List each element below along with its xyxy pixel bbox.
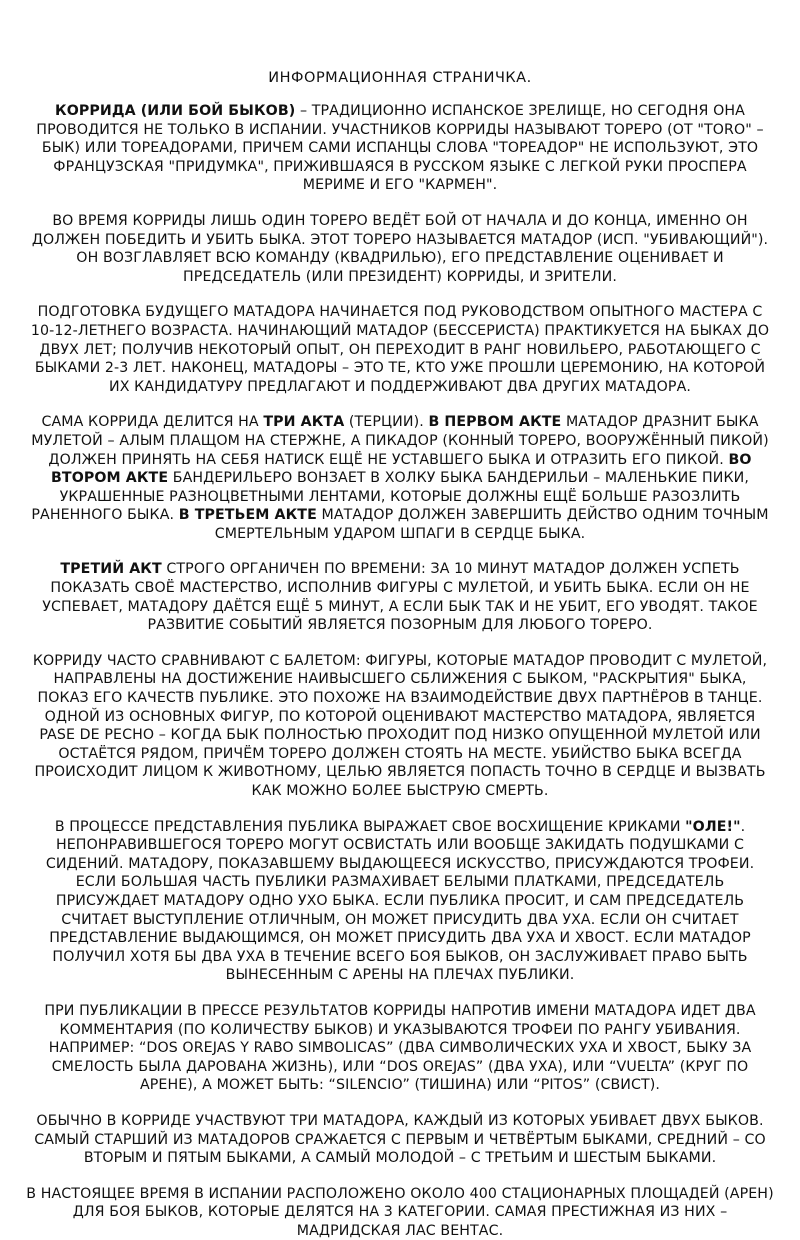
paragraph [26, 413, 774, 543]
bold-term: ТРЕТИЙ АКТ [60, 561, 162, 578]
paragraph [26, 303, 774, 396]
text-run: (ТЕРЦИИ). [344, 414, 429, 431]
text-run: ВО ВРЕМЯ КОРРИДЫ ЛИШЬ ОДИН ТОРЕРО ВЕДЁТ БОЙ ОТ НАЧАЛА И ДО КОНЦА, ИМЕННО ОН ДОЛЖЕН ПОБЕДИТЬ И УБИТЬ БЫКА. ЭТОТ ТОРЕРО НАЗЫВАЕТСЯ МАТАДОР (ИСП. "УБИВАЮЩИЙ"). ОН ВОЗГЛАВЛЯЕТ ВСЮ КОМАНДУ (КВАДРИЛЬЮ), ЕГО ПРЕДСТАВЛЕНИЕ ОЦЕНИВАЕТ И ПРЕДСЕДАТЕЛЬ (ИЛИ ПРЕЗИДЕНТ) КОРРИДЫ, И ЗРИТЕЛИ. [31, 212, 769, 285]
paragraph [26, 102, 774, 195]
text-run: – ТРАДИЦИОННО ИСПАНСКОЕ ЗРЕЛИЩЕ, НО СЕГОДНЯ ОНА ПРОВОДИТСЯ НЕ ТОЛЬКО В ИСПАНИИ. УЧАСТНИКОВ КОРРИДЫ НАЗЫВАЮТ ТОРЕРО (ОТ "TORO" – БЫК) ИЛИ ТОРЕАДОРАМИ, ПРИЧЕМ САМИ ИСПАНЦЫ СЛОВА "ТОРЕАДОР" НЕ ИСПОЛЬЗУЮТ, ЭТО ФРАНЦУЗСКАЯ "ПРИДУМКА", ПРИЖИВШАЯСЯ В РУССКОМ ЯЗЫКЕ С ЛЕГКОЙ РУКИ ПРОСПЕРА МЕРИМЕ И ЕГО "КАРМЕН". [36, 103, 764, 194]
article-body [26, 102, 774, 1240]
text-run: СТРОГО ОРГАНИЧЕН ПО ВРЕМЕНИ: ЗА 10 МИНУТ МАТАДОР ДОЛЖЕН УСПЕТЬ ПОКАЗАТЬ СВОЁ МАСТЕРСТВО, ИСПОЛНИВ ФИГУРЫ С МУЛЕТОЙ, И УБИТЬ БЫКА. ЕСЛИ ОН НЕ УСПЕВАЕТ, МАТАДОРУ ДАЁТСЯ ЕЩЁ 5 МИНУТ, А ЕСЛИ БЫК ТАК И НЕ УБИТ, ЕГО УВОДЯТ. ТАКОЕ РАЗВИТИЕ СОБЫТИЙ ЯВЛЯЕТСЯ ПОЗОРНЫМ ДЛЯ ЛЮБОГО ТОРЕРО. [42, 561, 758, 634]
text-run: БАНДЕРИЛЬЕРО ВОНЗАЕТ В ХОЛКУ БЫКА БАНДЕРИЛЬИ – МАЛЕНЬКИЕ ПИКИ, УКРАШЕННЫЕ РАЗНОЦВЕТНЫМИ ЛЕНТАМИ, КОТОРЫЕ ДОЛЖНЫ ЕЩЁ БОЛЬШЕ РАЗОЗЛИТЬ РАНЕННОГО БЫКА. [31, 470, 749, 524]
paragraph [26, 652, 774, 801]
bold-term: В ТРЕТЬЕМ АКТЕ [178, 507, 317, 524]
text-run: КОРРИДУ ЧАСТО СРАВНИВАЮТ С БАЛЕТОМ: ФИГУРЫ, КОТОРЫЕ МАТАДОР ПРОВОДИТ С МУЛЕТОЙ, НАПРАВЛЕНЫ НА ДОСТИЖЕНИЕ НАИВЫСШЕГО СБЛИЖЕНИЯ С БЫКОМ, "РАСКРЫТИЯ" БЫКА, ПОКАЗ ЕГО КАЧЕСТВ ПУБЛИКЕ. ЭТО ПОХОЖЕ НА ВЗАИМОДЕЙСТВИЕ ДВУХ ПАРТНЁРОВ В ТАНЦЕ. ОДНОЙ ИЗ ОСНОВНЫХ ФИГУР, ПО КОТОРОЙ ОЦЕНИВАЮТ МАСТЕРСТВО МАТАДОРА, ЯВЛЯЕТСЯ PASE DE PECHO – КОГДА БЫК ПОЛНОСТЬЮ ПРОХОДИТ ПОД НИЗКО ОПУЩЕННОЙ МУЛЕТОЙ ИЛИ ОСТАЁТСЯ РЯДОМ, ПРИЧЁМ ТОРЕРО ДОЛЖЕН СТОЯТЬ НА МЕСТЕ. УБИЙСТВО БЫКА ВСЕГДА ПРОИСХОДИТ ЛИЦОМ К ЖИВОТНОМУ, ЦЕЛЬЮ ЯВЛЯЕТСЯ ПОПАСТЬ ТОЧНО В СЕРДЦЕ И ВЫЗВАТЬ КАК МОЖНО БОЛЕЕ БЫСТРУЮ СМЕРТЬ. [32, 652, 768, 799]
bold-term: "ОЛЕ!" [685, 818, 741, 835]
text-run: МАТАДОР ДРАЗНИТ БЫКА МУЛЕТОЙ – АЛЫМ ПЛАЩОМ НА СТЕРЖНЕ, А ПИКАДОР (КОННЫЙ ТОРЕРО, ВООРУЖЁННЫЙ ПИКОЙ) ДОЛЖЕН ПРИНЯТЬ НА СЕБЯ НАТИСК ЕЩЁ НЕ УСТАВШЕГО БЫКА И ОТРАЗИТЬ ЕГО ПИКОЙ. [31, 414, 769, 468]
paragraph [26, 1112, 774, 1168]
paragraph [26, 560, 774, 634]
text-run: ПРИ ПУБЛИКАЦИИ В ПРЕССЕ РЕЗУЛЬТАТОВ КОРРИДЫ НАПРОТИВ ИМЕНИ МАТАДОРА ИДЕТ ДВА КОММЕНТАРИЯ (ПО КОЛИЧЕСТВУ БЫКОВ) И УКАЗЫВАЮТСЯ ТРОФЕИ ПО РАНГУ УБИВАНИЯ. НАПРИМЕР: “DOS OREJAS Y RABO SIMBOLICAS” (ДВА СИМВОЛИЧЕСКИХ УХА И ХВОСТ, БЫКУ ЗА СМЕЛОСТЬ БЫЛА ДАРОВАНА ЖИЗНЬ), ИЛИ “DOS OREJAS” (ДВА УХА), ИЛИ “VUELTA” (КРУГ ПО АРЕНЕ), А МОЖЕТ БЫТЬ: “SILENCIO” (ТИШИНА) ИЛИ “PITOS” (СВИСТ). [44, 1002, 756, 1094]
text-run: ОБЫЧНО В КОРРИДЕ УЧАСТВУЮТ ТРИ МАТАДОРА, КАЖДЫЙ ИЗ КОТОРЫХ УБИВАЕТ ДВУХ БЫКОВ. САМЫЙ СТАРШИЙ ИЗ МАТАДОРОВ СРАЖАЕТСЯ С ПЕРВЫМ И ЧЕТВЁРТЫМ БЫКАМИ, СРЕДНИЙ – СО ВТОРЫМ И ПЯТЫМ БЫКАМИ, А САМЫЙ МОЛОДОЙ – С ТРЕТЬИМ И ШЕСТЫМ БЫКАМИ. [34, 1112, 766, 1167]
paragraph [26, 1002, 774, 1095]
bold-term: В ПЕРВОМ АКТЕ [428, 414, 562, 431]
text-run: . НЕПОНРАВИВШЕГОСЯ ТОРЕРО МОГУТ ОСВИСТАТЬ ИЛИ ВООБЩЕ ЗАКИДАТЬ ПОДУШКАМИ С СИДЕНИЙ. МАТАДОРУ, ПОКАЗАВШЕМУ ВЫДАЮЩЕЕСЯ ИСКУССТВО, ПРИСУЖДАЮТСЯ ТРОФЕИ. ЕСЛИ БОЛЬШАЯ ЧАСТЬ ПУБЛИКИ РАЗМАХИВАЕТ БЕЛЫМИ ПЛАТКАМИ, ПРЕДСЕДАТЕЛЬ ПРИСУЖДАЕТ МАТАДОРУ ОДНО УХО БЫКА. ЕСЛИ ПУБЛИКА ПРОСИТ, И САМ ПРЕДСЕДАТЕЛЬ СЧИТАЕТ ВЫСТУПЛЕНИЕ ОТЛИЧНЫМ, ОН МОЖЕТ ПРИСУДИТЬ ДВА УХА. ЕСЛИ ОН СЧИТАЕТ ПРЕДСТАВЛЕНИЕ ВЫДАЮЩИМСЯ, ОН МОЖЕТ ПРИСУДИТЬ ДВА УХА И ХВОСТ. ЕСЛИ МАТАДОР ПОЛУЧИЛ ХОТЯ БЫ ДВА УХА В ТЕЧЕНИЕ ВСЕГО БОЯ БЫКОВ, ОН ЗАСЛУЖИВАЕТ ПРАВО БЫТЬ ВЫНЕСЕННЫМ С АРЕНЫ НА ПЛЕЧАХ ПУБЛИКИ. [45, 818, 755, 984]
text-run: САМА КОРРИДА ДЕЛИТСЯ НА [41, 414, 264, 431]
page-title: ИНФОРМАЦИОННАЯ СТРАНИЧКА. [268, 70, 532, 86]
paragraph [26, 212, 774, 286]
text-run: ПОДГОТОВКА БУДУЩЕГО МАТАДОРА НАЧИНАЕТСЯ ПОД РУКОВОДСТВОМ ОПЫТНОГО МАСТЕРА С 10-12-ЛЕТНЕГО ВОЗРАСТА. НАЧИНАЮЩИЙ МАТАДОР (БЕССЕРИСТА) ПРАКТИКУЕТСЯ НА БЫКАХ ДО ДВУХ ЛЕТ; ПОЛУЧИВ НЕКОТОРЫЙ ОПЫТ, ОН ПЕРЕХОДИТ В РАНГ НОВИЛЬЕРО, РАБОТАЮЩЕГО С БЫКАМИ 2-3 ЛЕТ. НАКОНЕЦ, МАТАДОРЫ – ЭТО ТЕ, КТО УЖЕ ПРОШЛИ ЦЕРЕМОНИЮ, НА КОТОРОЙ ИХ КАНДИДАТУРУ ПРЕДЛАГАЮТ И ПОДДЕРЖИВАЮТ ДВА ДРУГИХ МАТАДОРА. [30, 304, 770, 395]
text-run: МАТАДОР ДОЛЖЕН ЗАВЕРШИТЬ ДЕЙСТВО ОДНИМ ТОЧНЫМ СМЕРТЕЛЬНЫМ УДАРОМ ШПАГИ В СЕРДЦЕ БЫКА. [214, 507, 769, 542]
bold-term: ТРИ АКТА [263, 414, 345, 431]
bold-term: ВО ВТОРОМ АКТЕ [51, 451, 752, 487]
text-run: В ПРОЦЕССЕ ПРЕДСТАВЛЕНИЯ ПУБЛИКА ВЫРАЖАЕТ СВОЕ ВОСХИЩЕНИЕ КРИКАМИ [54, 818, 686, 835]
paragraph [26, 818, 774, 985]
bold-term: КОРРИДА (ИЛИ БОЙ БЫКОВ) [55, 103, 296, 119]
paragraph [26, 1185, 774, 1240]
text-run: В НАСТОЯЩЕЕ ВРЕМЯ В ИСПАНИИ РАСПОЛОЖЕНО ОКОЛО 400 СТАЦИОНАРНЫХ ПЛОЩАДЕЙ (АРЕН) ДЛЯ БОЯ БЫКОВ, КОТОРЫЕ ДЕЛЯТСЯ НА 3 КАТЕГОРИИ. САМАЯ ПРЕСТИЖНАЯ ИЗ НИХ – МАДРИДСКАЯ ЛАС ВЕНТАС. [26, 1185, 774, 1239]
